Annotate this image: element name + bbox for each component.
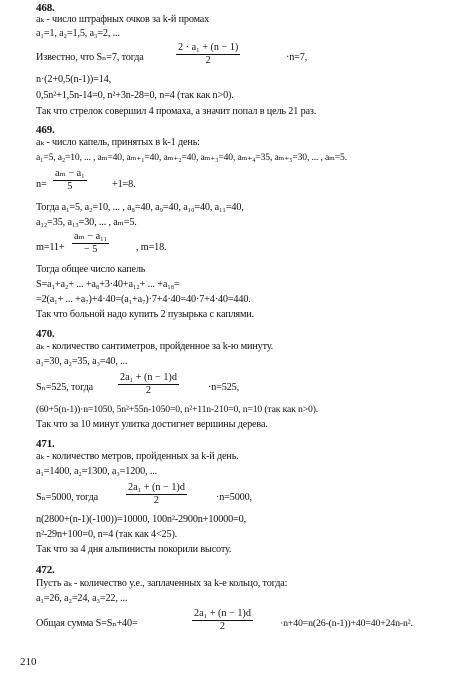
p470-line-3-pre: Sₙ=525, тогда: [36, 382, 94, 393]
p471-line-3-pre: Sₙ=5000, тогда: [36, 492, 98, 503]
p468-line-4: n·(2+0,5(n-1))=14,: [36, 74, 111, 85]
p468-line-2: a₁=1, a₂=1,5, a₃=2, ...: [36, 28, 120, 39]
p469-fraction-2-denominator: − 5: [83, 244, 98, 255]
p468-line-1: aₖ - число штрафных очков за k-й промах: [36, 14, 210, 25]
problem-number-472: 472.: [36, 564, 55, 576]
p469-line-1: aₖ - число капель, принятых в k-1 день:: [36, 137, 200, 148]
p469-line-6-post: , m=18.: [136, 242, 167, 253]
p472-fraction-denominator: 2: [219, 621, 225, 632]
p471-fraction-numerator: 2a₁ + (n − 1)d: [128, 482, 185, 493]
p469-fraction-2: [72, 231, 109, 256]
p471-fraction: [126, 482, 187, 507]
p471-line-6: Так что за 4 дня альпинисты покорили высоту.: [36, 544, 232, 555]
p470-line-3-post: ·n=525,: [208, 382, 240, 393]
p471-line-4: n(2800+(n-1)(-100))=10000, 100n²-2900n+10000=0,: [36, 514, 246, 525]
p469-line-5: a₁₂=35, a₁₃=30, ... , aₘ=5.: [36, 217, 137, 228]
p469-line-7: Тогда общее число капель: [36, 264, 146, 275]
p472-fraction: [192, 608, 253, 633]
p472-fraction-numerator: 2a₁ + (n − 1)d: [194, 608, 251, 619]
p468-fraction-numerator: 2 · a₁ + (n − 1): [178, 42, 239, 53]
p472-line-3-pre: Общая сумма S=Sₙ+40=: [36, 618, 138, 629]
p469-line-9: =2(a₁+ ... +a₇)+4·40=(a₁+a₇)·7+4·40=40·7+4·40=440.: [36, 294, 251, 305]
p470-fraction-numerator: 2a₁ + (n − 1)d: [120, 372, 177, 383]
problem-number-468: 468.: [36, 2, 55, 14]
p469-fraction-2-numerator: aₘ − a₁₁: [74, 231, 108, 242]
p468-line-5: 0,5n²+1,5n-14=0, n²+3n-28=0, n=4 (так как n>0).: [36, 90, 234, 101]
p470-fraction: [118, 372, 179, 397]
p471-line-1: aₖ - количество метров, пройденных за k-й день.: [36, 451, 239, 462]
p470-fraction-denominator: 2: [145, 385, 151, 396]
p471-line-3-post: ·n=5000,: [216, 492, 252, 503]
p469-line-10: Так что больной надо купить 2 пузырька с каплями.: [36, 309, 254, 320]
p469-fraction-1: [53, 168, 87, 193]
p472-line-1: Пусть aₖ - количество у.е., заплаченных за k-е кольцо, тогда:: [36, 578, 288, 589]
p469-line-8: S=a₁+a₂+ ... +a₈+3·40+a₁₂+ ... +a₁₈=: [36, 279, 180, 290]
p469-line-6-pre: m=11+: [36, 242, 65, 253]
p468-line-3-post: ·n=7,: [286, 52, 308, 63]
p468-line-6: Так что стрелок совершил 4 промаха, а значит попал в цель 21 раз.: [36, 106, 317, 117]
page-number: 210: [20, 656, 37, 668]
p471-line-5: n²-29n+100=0, n=4 (так как 4<25).: [36, 529, 178, 540]
problem-number-469: 469.: [36, 124, 55, 136]
p468-fraction: [176, 42, 240, 67]
p469-line-3-pre: n=: [36, 179, 47, 190]
p468-fraction-denominator: 2: [205, 55, 211, 66]
p469-fraction-1-numerator: aₘ − a₁: [55, 168, 85, 179]
p469-line-4: Тогда a₁=5, a₂=10, ... , a₈=40, a₉=40, a₁₀=40, a₁₁=40,: [36, 202, 244, 213]
p469-line-3-post: +1=8.: [112, 179, 136, 190]
p471-fraction-denominator: 2: [153, 495, 159, 506]
problem-number-471: 471.: [36, 438, 55, 450]
p471-line-2: a₁=1400, a₂=1300, a₃=1200, ...: [36, 466, 158, 477]
p470-line-2: a₁=30, a₂=35, a₃=40, ...: [36, 356, 128, 367]
p470-line-1: aₖ - количество сантиметров, пройденное за k-ю минуту.: [36, 341, 274, 352]
p472-line-2: a₁=26, a₂=24, a₃=22, ...: [36, 593, 128, 604]
p468-line-3-pre: Известно, что Sₙ=7, тогда: [36, 52, 144, 63]
p470-line-5: Так что за 10 минут улитка достигнет вершины дерева.: [36, 419, 268, 430]
p469-fraction-1-denominator: 5: [67, 181, 73, 192]
p469-line-2: a₁=5, a₂=10, ... , aₘ=40, aₘ₊₁=40, aₘ₊₂=40, aₘ₊₃=40, aₘ₊₄=35, aₘ₊₅=30, ... , aₘ=5.: [36, 152, 347, 163]
p472-line-3-post: ·n+40=n(26-(n-1))+40=40+24n-n².: [280, 618, 413, 629]
problem-number-470: 470.: [36, 328, 55, 340]
p470-line-4: (60+5(n-1))·n=1050, 5n²+55n-1050=0, n²+11n-210=0, n=10 (так как n>0).: [36, 404, 319, 415]
